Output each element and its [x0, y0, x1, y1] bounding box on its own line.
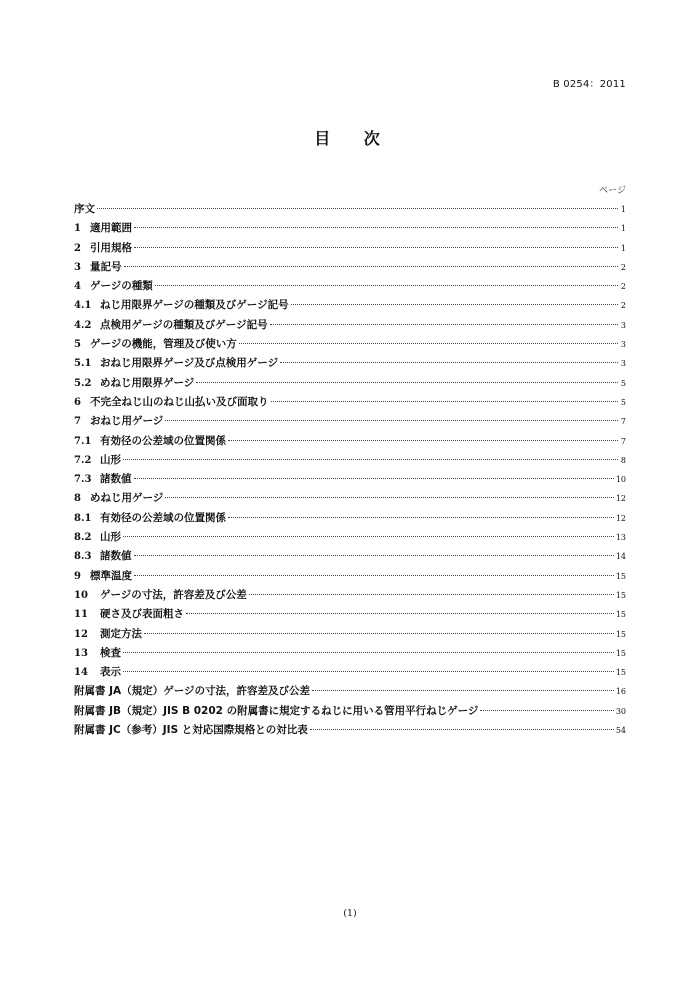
toc-entry[interactable]: [74, 509, 626, 528]
toc-entry-number: 8.1: [74, 512, 92, 524]
toc-entry-number: 8.2: [74, 532, 92, 544]
toc-entry-title: 適用範囲: [90, 222, 132, 235]
toc-entry[interactable]: [74, 470, 626, 489]
toc-entry-title: 諸数値: [100, 473, 132, 486]
toc-entry-page: 15: [615, 590, 626, 600]
toc-entry[interactable]: [74, 663, 626, 682]
toc-entry-title: ゲージの種類: [90, 280, 153, 293]
dot-leader: [97, 208, 618, 209]
toc-entry[interactable]: [74, 451, 626, 470]
dot-leader: [310, 729, 614, 730]
dot-leader: [134, 555, 614, 556]
toc-entry-number: 10: [74, 589, 88, 601]
toc-entry-number: 7.2: [74, 454, 92, 466]
toc-entry-title: 標準温度: [90, 569, 132, 582]
toc-entry-number: 4.1: [74, 300, 92, 312]
toc-entry[interactable]: [74, 586, 626, 605]
toc-entry-number: 2: [74, 242, 81, 254]
toc-entry[interactable]: [74, 374, 626, 393]
page-title: 目 次: [314, 129, 394, 148]
toc-entry-page: 7: [620, 436, 626, 446]
toc-entry-title: 山形: [100, 531, 121, 544]
toc-entry-number: 4.2: [74, 319, 92, 331]
toc-entry-number: 5.2: [74, 377, 92, 389]
toc-entry-title: 点検用ゲージの種類及びゲージ記号: [100, 318, 268, 331]
toc-entry[interactable]: [74, 547, 626, 566]
toc-entry-number: 13: [74, 647, 88, 659]
toc-entry-number: 7.3: [74, 474, 92, 486]
dot-leader: [228, 517, 614, 518]
toc-entry[interactable]: [74, 239, 626, 258]
toc-entry-page: 12: [615, 494, 626, 504]
dot-leader: [123, 652, 614, 653]
dot-leader: [480, 710, 613, 711]
page-column-label: ページ: [599, 186, 626, 196]
toc-entry-title: おねじ用限界ゲージ及び点検用ゲージ: [100, 357, 279, 370]
dot-leader: [270, 324, 618, 325]
toc-entry-title: 量記号: [90, 260, 122, 273]
toc-entry-page: 5: [620, 378, 626, 388]
toc-entry-number: 3: [74, 261, 81, 273]
toc-entry-title: 不完全ねじ山のねじ山払い及び面取り: [90, 395, 269, 408]
toc-entry-page: 15: [615, 629, 626, 639]
toc-entry-page: 15: [615, 571, 626, 581]
toc-entry-page: 30: [615, 706, 626, 716]
toc-entry-title: 附属書 JB（規定）JIS B 0202 の附属書に規定するねじに用いる管用平行ねじゲージ: [74, 704, 479, 717]
toc-entry[interactable]: [74, 644, 626, 663]
dot-leader: [239, 343, 618, 344]
toc-entry-title: 諸数値: [100, 550, 132, 563]
toc-entry-title: 表示: [100, 666, 121, 679]
toc-entry-number: 1: [74, 223, 81, 235]
dot-leader: [144, 633, 614, 634]
dot-leader: [186, 613, 614, 614]
toc-entry[interactable]: [74, 335, 626, 354]
toc-entry-number: 9: [74, 570, 81, 582]
dot-leader: [196, 382, 618, 383]
toc-entry-number: 5: [74, 339, 81, 351]
toc-entry-page: 7: [620, 417, 626, 427]
toc-entry[interactable]: [74, 721, 626, 740]
toc-entry[interactable]: [74, 489, 626, 508]
toc-entry-number: 5.1: [74, 358, 92, 370]
toc-entry-page: 2: [620, 282, 626, 292]
toc-entry-page: 1: [620, 205, 626, 214]
dot-leader: [134, 575, 614, 576]
toc-entry-number: 6: [74, 396, 81, 408]
toc-entry[interactable]: [74, 354, 626, 373]
toc-entry-page: 1: [620, 243, 626, 253]
toc-entry-page: 12: [615, 513, 626, 523]
toc-entry[interactable]: [74, 702, 626, 721]
dot-leader: [123, 459, 618, 460]
toc-entry[interactable]: [74, 277, 626, 296]
page-number: (1): [343, 908, 357, 919]
toc-entry-title: 硬さ及び表面粗さ: [100, 608, 184, 621]
toc-entry-title: おねじ用ゲージ: [90, 415, 164, 428]
toc-entry-page: 2: [620, 301, 626, 311]
toc-entry-number: 11: [74, 609, 88, 621]
toc-entry[interactable]: [74, 412, 626, 431]
toc-entry[interactable]: [74, 432, 626, 451]
toc-entry-title: 検査: [100, 646, 121, 659]
toc-entry[interactable]: [74, 682, 626, 701]
toc-entry-title: ゲージの寸法，許容差及び公差: [100, 588, 247, 601]
toc-entry-page: 5: [620, 397, 626, 407]
toc-entry-title: ゲージの機能，管理及び使い方: [90, 338, 237, 351]
toc-entry[interactable]: [74, 200, 626, 219]
toc-entry-number: 12: [74, 628, 88, 640]
toc-entry-page: 3: [620, 359, 626, 369]
dot-leader: [228, 440, 618, 441]
dot-leader: [134, 478, 614, 479]
toc-entry-title: ねじ用限界ゲージの種類及びゲージ記号: [100, 299, 289, 312]
toc-entry-page: 15: [615, 610, 626, 620]
toc-entry-page: 10: [615, 475, 626, 485]
dot-leader: [312, 690, 614, 691]
toc-entry[interactable]: [74, 605, 626, 624]
toc-entry-title: 有効径の公差域の位置関係: [100, 511, 226, 524]
dot-leader: [134, 247, 618, 248]
toc-entry-title: 測定方法: [100, 627, 142, 640]
toc-entry[interactable]: [74, 528, 626, 547]
toc-entry-title: 附属書 JC（参考）JIS と対応国際規格との対比表: [74, 724, 308, 737]
toc-entry-page: 54: [615, 726, 626, 736]
dot-leader: [134, 227, 618, 228]
table-of-contents: [74, 200, 626, 740]
toc-entry-page: 3: [620, 320, 626, 330]
toc-entry-title: 山形: [100, 453, 121, 466]
toc-entry-title: めねじ用ゲージ: [90, 492, 164, 505]
toc-entry-page: 13: [615, 533, 626, 543]
toc-entry-page: 2: [620, 262, 626, 272]
dot-leader: [249, 594, 614, 595]
toc-entry-page: 15: [615, 648, 626, 658]
dot-leader: [165, 420, 618, 421]
toc-entry-title: めねじ用限界ゲージ: [100, 376, 195, 389]
toc-entry-title: 序文: [74, 203, 95, 215]
toc-entry[interactable]: [74, 625, 626, 644]
toc-entry[interactable]: [74, 219, 626, 238]
document-number: B 0254：2011: [552, 79, 626, 90]
toc-entry[interactable]: [74, 567, 626, 586]
toc-entry-page: 16: [615, 687, 626, 697]
toc-entry-number: 7: [74, 416, 81, 428]
dot-leader: [291, 304, 618, 305]
toc-entry[interactable]: [74, 296, 626, 315]
toc-entry-page: 14: [615, 552, 626, 562]
dot-leader: [123, 671, 614, 672]
toc-entry[interactable]: [74, 258, 626, 277]
toc-entry-title: 引用規格: [90, 241, 132, 254]
toc-entry[interactable]: [74, 393, 626, 412]
dot-leader: [123, 536, 614, 537]
toc-entry-page: 15: [615, 668, 626, 678]
toc-entry-title: 附属書 JA（規定）ゲージの寸法，許容差及び公差: [74, 685, 310, 698]
toc-entry-page: 3: [620, 340, 626, 350]
dot-leader: [155, 285, 618, 286]
toc-entry-page: 1: [620, 224, 626, 234]
toc-entry-number: 14: [74, 667, 88, 679]
toc-entry-number: 7.1: [74, 435, 92, 447]
dot-leader: [280, 362, 618, 363]
toc-entry-number: 8: [74, 493, 81, 505]
toc-entry[interactable]: [74, 316, 626, 335]
dot-leader: [165, 497, 614, 498]
toc-entry-title: 有効径の公差域の位置関係: [100, 434, 226, 447]
toc-entry-page: 8: [620, 455, 626, 465]
dot-leader: [124, 266, 619, 267]
toc-entry-number: 4: [74, 281, 81, 293]
toc-entry-number: 8.3: [74, 551, 92, 563]
dot-leader: [271, 401, 619, 402]
